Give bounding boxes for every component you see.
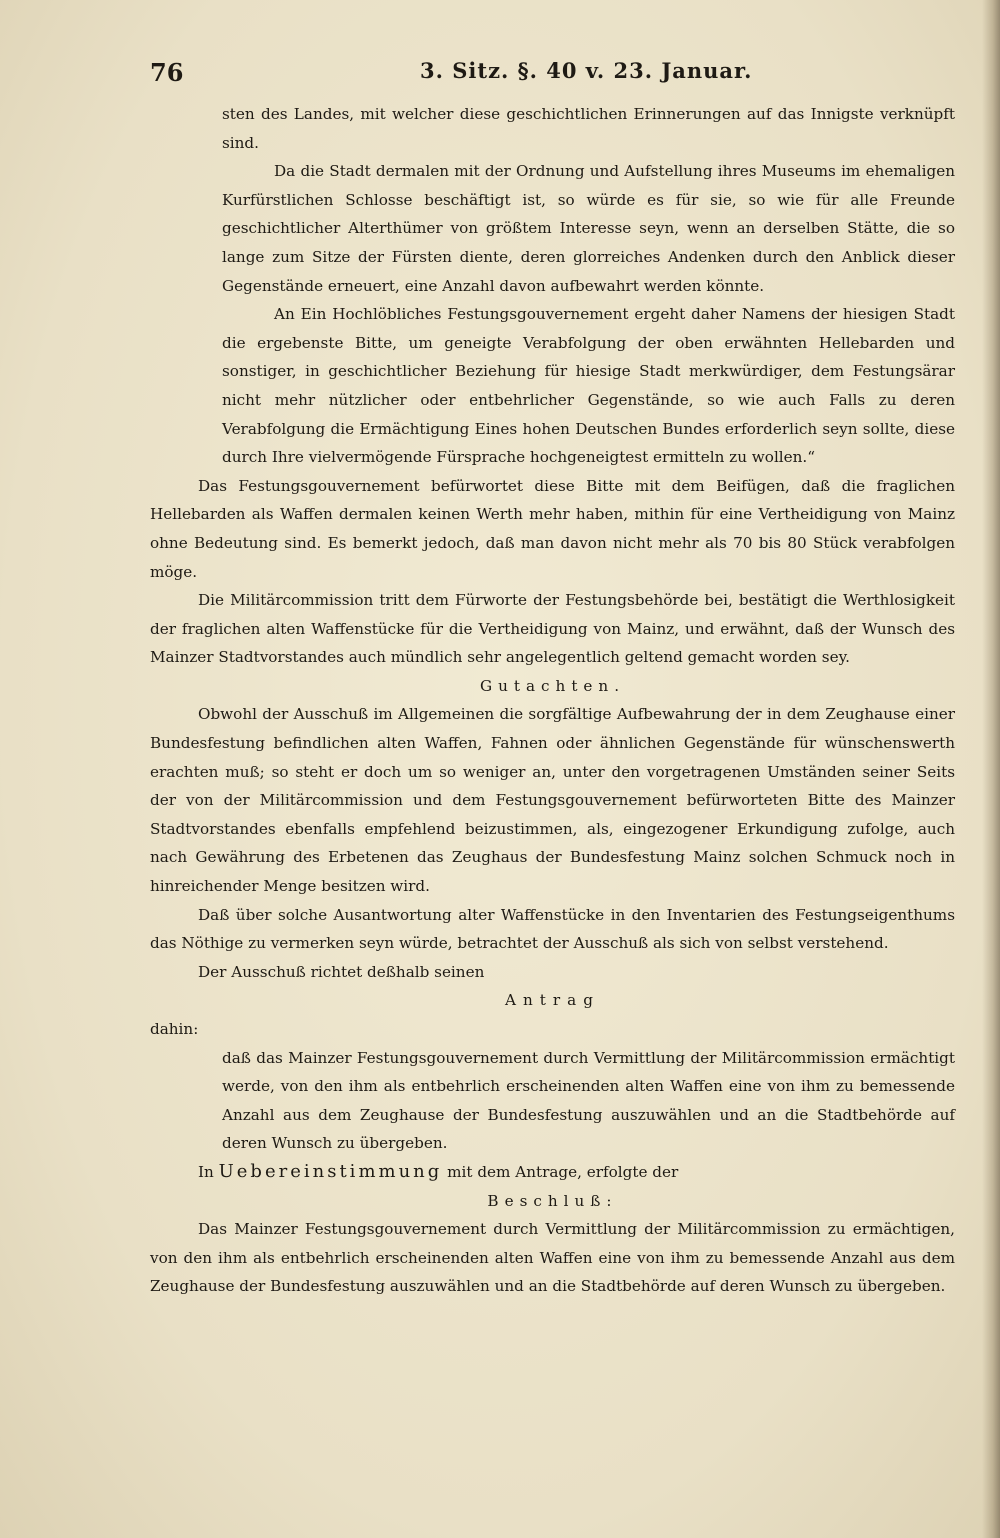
paragraph-festungsgouvernement: Das Festungsgouvernement befürwortet diese Bitte mit dem Beifügen, daß die fraglichen Hellebarden als Waffen dermalen keinen Werth mehr haben, mithin für eine Vertheidigung von Mainz ohne Bedeutung sind. Es bemerkt jedoch, daß man davon nicht mehr als 70 bis 80 Stück verabfolgen möge. [150, 476, 955, 581]
paragraph-militaercommission: Die Militärcommission tritt dem Fürworte der Festungsbehörde bei, bestätigt die Werthlosigkeit der fraglichen alten Waffenstücke für die Vertheidigung von Mainz, und erwähnt, daß der Wunsch des Mainzer Stadtvorstandes auch mündlich sehr angelegentlich geltend gemacht worden sey. [150, 591, 955, 667]
paragraph-gutachten: Obwohl der Ausschuß im Allgemeinen die sorgfältige Aufbewahrung der in dem Zeughause einer Bundesfestung befindlichen alten Waffen, Fahnen oder ähnlichen Gegenstände für wünschenswerth erachten muß; so steht er doch um so weniger an, unter den vorgetragenen Umständen seiner Seits der von der Militärcommission und dem Festungsgouvernement befürworteten Bitte des Mainzer Stadtvorstandes ebenfalls empfehlend beizustimmen, als, eingezogener Erkundigung zufolge, auch nach Gewährung des Erbetenen das Zeughaus der Bundesfestung Mainz solchen Schmuck noch in hinreichender Menge besitzen wird. [150, 705, 955, 896]
page-body [150, 100, 955, 1301]
heading-gutachten: Gutachten. [479, 676, 626, 695]
heading-antrag: Antrag [505, 991, 600, 1010]
uebereinstimmung-suffix: mit dem Antrage, erfolgte der [447, 1162, 679, 1181]
paragraph-ausschuss: Der Ausschuß richtet deßhalb seinen [198, 962, 485, 981]
paragraph-inventarien: Daß über solche Ausantwortung alter Waffenstücke in den Inventarien des Festungseigenthums das Nöthige zu vermerken seyn würde, betrachtet der Ausschuß als sich von selbst verstehend. [150, 905, 955, 953]
quote-paragraph-request: An Ein Hochlöbliches Festungsgouvernement ergeht daher Namens der hiesigen Stadt die ergebenste Bitte, um geneigte Verabfolgung der oben erwähnten Hellebarden und sonstiger, in geschichtlicher Beziehung für hiesige Stadt merkwürdiger, dem Festungsärar nicht mehr nützlicher oder entbehrlicher Gegenstände, so wie auch Falls zu deren Verabfolgung die Ermächtigung Eines hohen Deutschen Bundes erforderlich seyn sollte, diese durch Ihre vielvermögende Fürsprache hochgeneigtest ermitteln zu wollen.“ [222, 305, 955, 467]
uebereinstimmung-spaced: Uebereinstimmung [218, 1160, 443, 1182]
page-edge-shadow [982, 0, 1000, 1538]
paragraph-beschluss: Das Mainzer Festungsgouvernement durch Vermittlung der Militärcommission zu ermächtigen, von den ihm als entbehrlich erscheinenden alten Waffen eine von ihm zu bemessende Anzahl aus dem Zeughause der Bundesfestung auszuwählen und an die Stadtbehörde auf deren Wunsch zu übergeben. [150, 1220, 955, 1296]
heading-beschluss: Beschluß: [487, 1191, 618, 1210]
page-header [150, 58, 960, 94]
paragraph-uebereinstimmung [150, 1158, 955, 1187]
running-head: 3. Sitz. §. 40 v. 23. Januar. [420, 58, 753, 83]
word-dahin: dahin: [150, 1020, 199, 1038]
quote-continuation: sten des Landes, mit welcher diese geschichtlichen Erinnerungen auf das Innigste verknüpft sind. [222, 105, 955, 152]
uebereinstimmung-prefix: In [198, 1162, 214, 1181]
page-number: 76 [150, 58, 184, 87]
paragraph-antrag-text: daß das Mainzer Festungsgouvernement durch Vermittlung der Militärcommission ermächtigt werde, von den ihm als entbehrlich erscheinenden alten Waffen eine von ihm zu bemessende Anzahl aus dem Zeughause der Bundesfestung auszuwählen und an die Stadtbehörde auf deren Wunsch zu übergeben. [222, 1048, 955, 1153]
quote-paragraph-museum: Da die Stadt dermalen mit der Ordnung und Aufstellung ihres Museums im ehemaligen Kurfürstlichen Schlosse beschäftigt ist, so würde es für sie, so wie für alle Freunde geschichtlicher Alterthümer von größtem Interesse seyn, wenn an derselben Stätte, die so lange zum Sitze der Fürsten diente, deren glorreiches Andenken durch den Anblick dieser Gegenstände erneuert, eine Anzahl davon aufbewahrt werden könnte. [222, 162, 955, 295]
